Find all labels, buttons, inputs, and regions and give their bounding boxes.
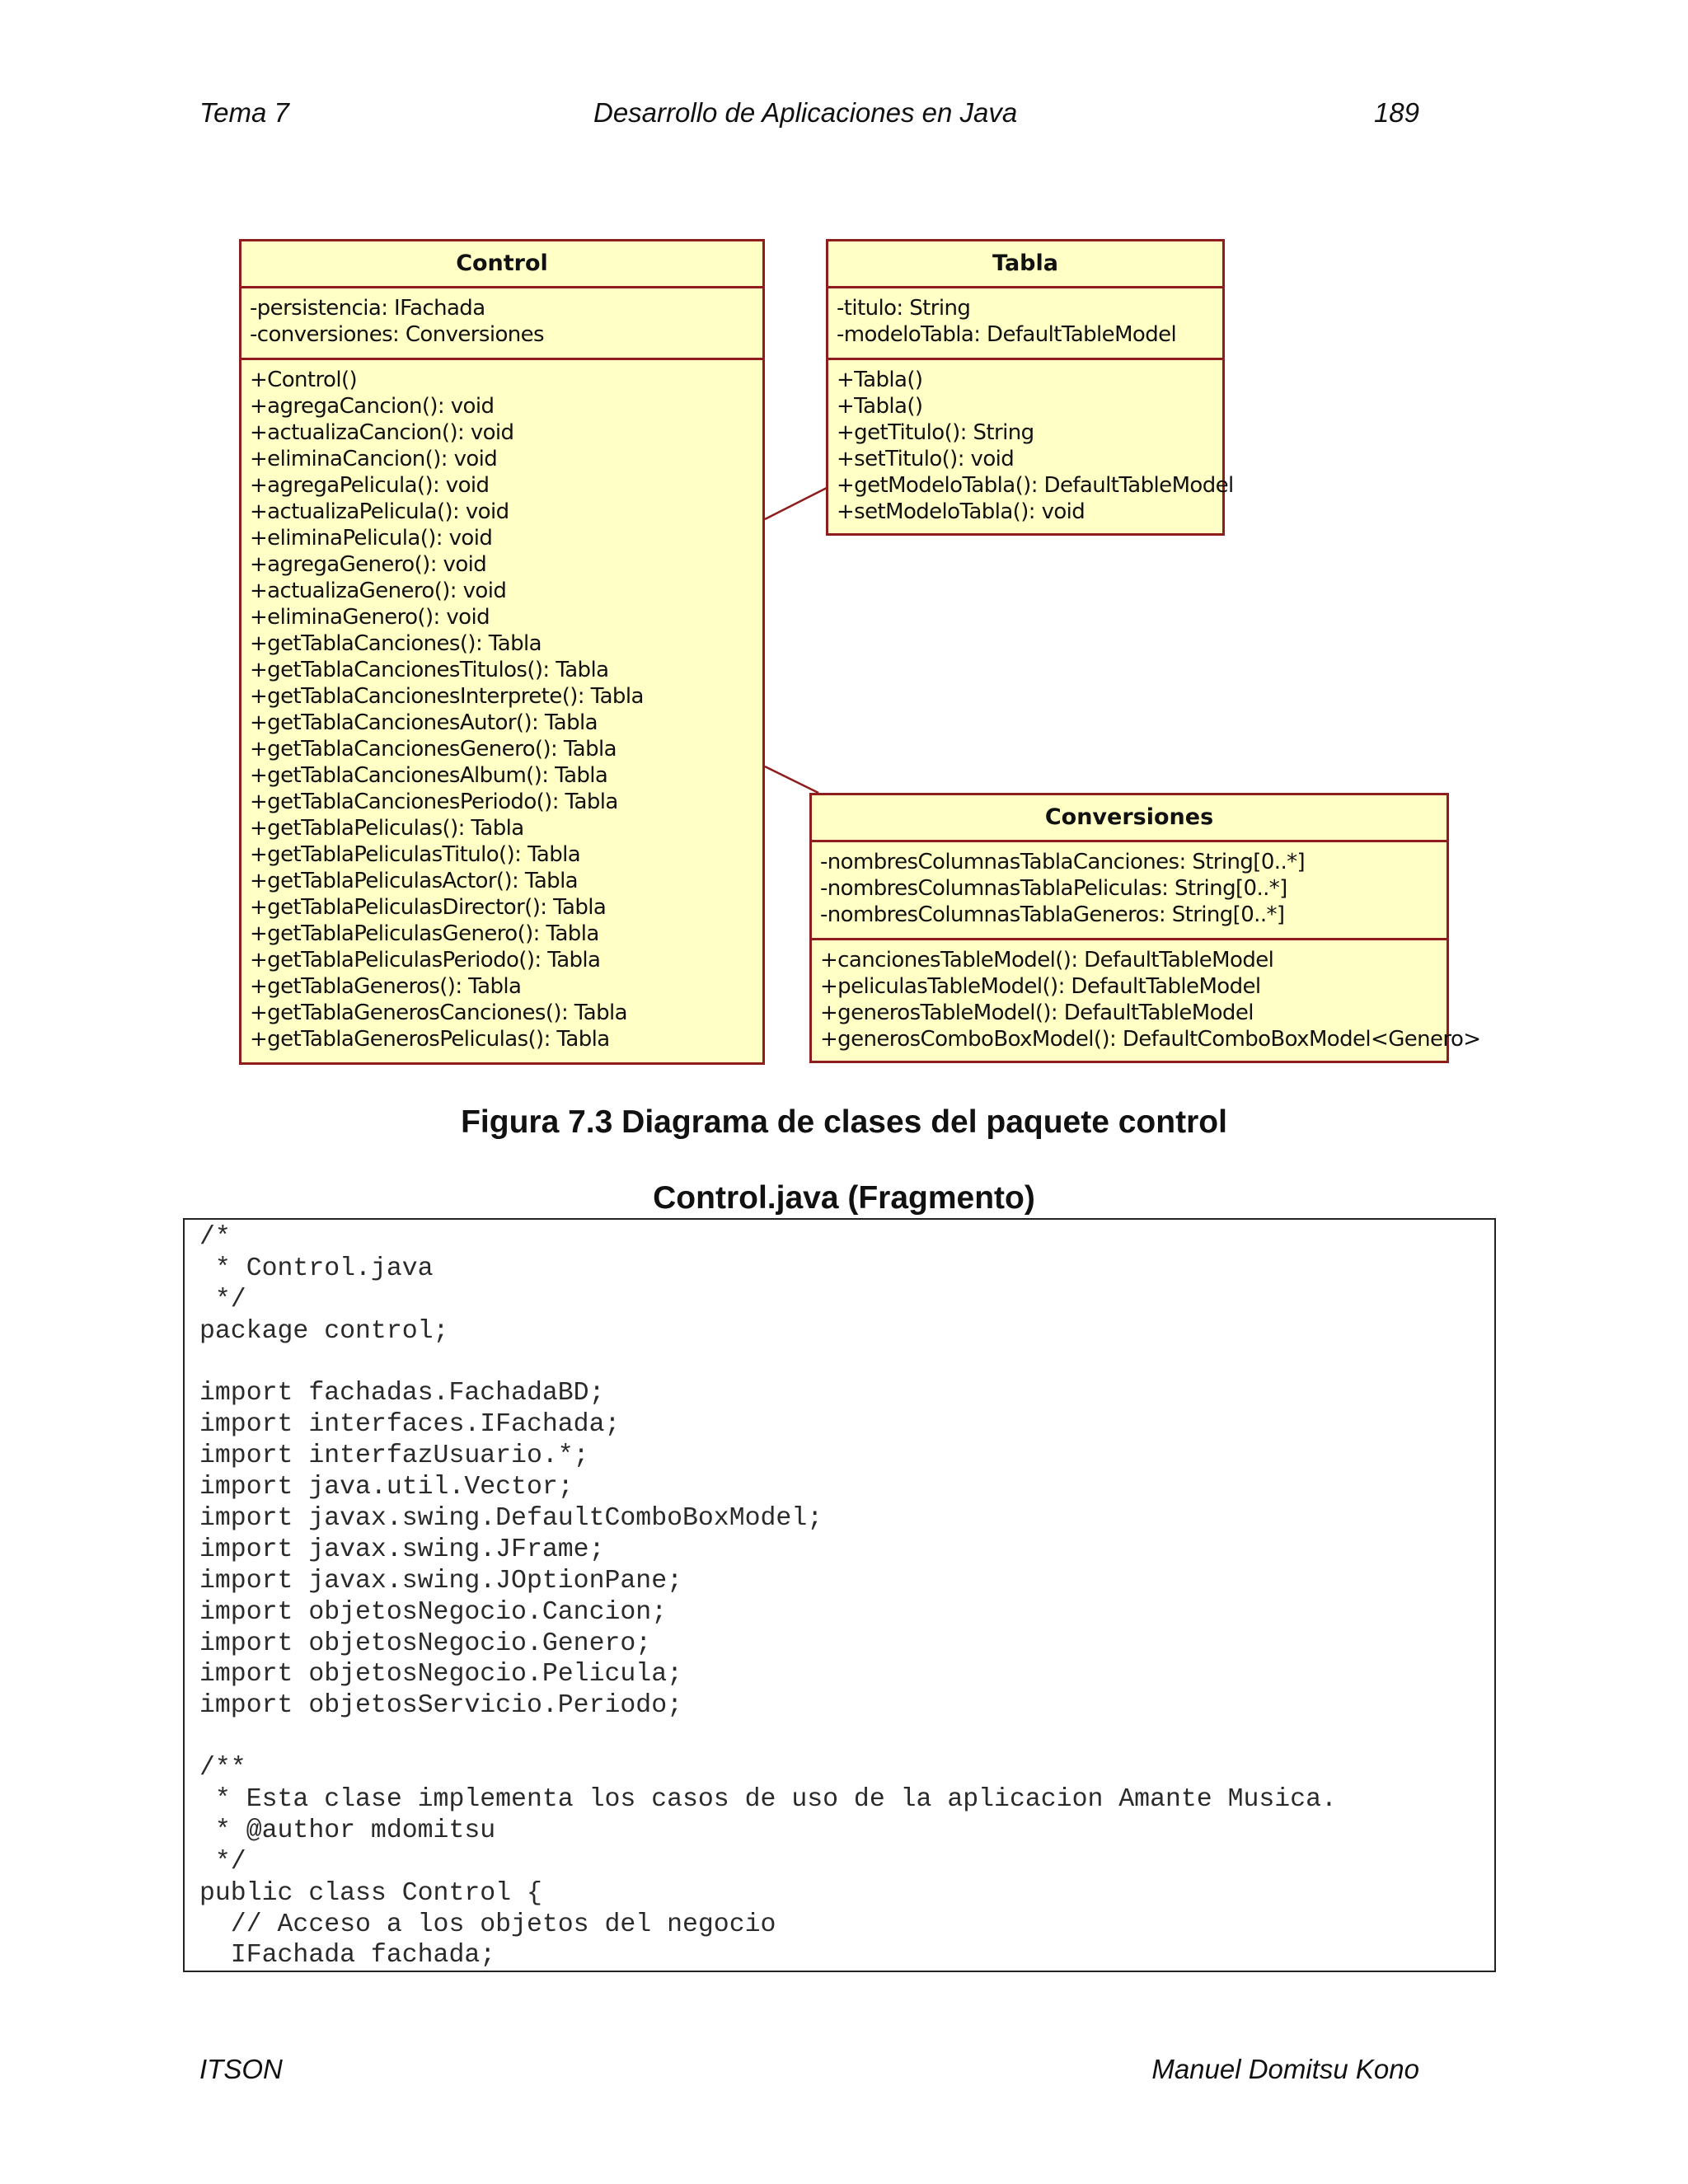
uml-method: +Control(): [250, 368, 358, 392]
uml-methods: [828, 358, 1234, 532]
uml-method: +generosTableModel(): DefaultTableModel: [820, 1001, 1254, 1025]
code-line: import interfazUsuario.*;: [199, 1441, 589, 1471]
uml-method: +getTablaPeliculasGenero(): Tabla: [250, 921, 599, 946]
uml-method: +setModeloTabla(): void: [837, 499, 1085, 524]
code-line: IFachada fachada;: [199, 1941, 496, 1971]
code-line: import objetosNegocio.Genero;: [199, 1629, 652, 1658]
code-line: import objetosNegocio.Cancion;: [199, 1597, 668, 1627]
uml-method: +eliminaCancion(): void: [250, 447, 498, 471]
code-line: import objetosNegocio.Pelicula;: [199, 1660, 682, 1690]
uml-attribute: -conversiones: Conversiones: [250, 322, 544, 347]
uml-class-name: Tabla: [828, 241, 1222, 288]
uml-class-conversiones: [809, 793, 1481, 1063]
uml-attribute: -titulo: String: [837, 296, 971, 321]
code-line: /**: [199, 1754, 246, 1783]
code-line: [199, 1347, 1494, 1379]
association-control-tabla: [765, 488, 827, 519]
uml-methods: [812, 938, 1481, 1059]
uml-method: +Tabla(): [837, 394, 923, 419]
uml-method: +getTablaCancionesGenero(): Tabla: [250, 737, 617, 762]
uml-attributes: [828, 288, 1222, 358]
code-line: import javax.swing.DefaultComboBoxModel;: [199, 1504, 823, 1534]
uml-method: +actualizaCancion(): void: [250, 420, 514, 445]
uml-method: +getTablaGeneros(): Tabla: [250, 974, 522, 999]
uml-method: +getTablaCancionesAlbum(): Tabla: [250, 763, 608, 788]
header-chapter: Tema 7: [199, 97, 289, 128]
uml-class-tabla: [826, 239, 1234, 536]
uml-attribute: -nombresColumnasTablaGeneros: String[0..*]: [820, 902, 1285, 927]
code-line: import java.util.Vector;: [199, 1473, 574, 1502]
header-book-title: Desarrollo de Aplicaciones en Java: [593, 97, 1018, 128]
uml-attribute: -nombresColumnasTablaCanciones: String[0..*]: [820, 850, 1306, 874]
uml-method: +getTablaGenerosCanciones(): Tabla: [250, 1001, 627, 1025]
uml-method: +getTablaPeliculas(): Tabla: [250, 816, 524, 841]
uml-attribute: -persistencia: IFachada: [250, 296, 485, 321]
code-line: */: [199, 1285, 246, 1315]
uml-method: +generosComboBoxModel(): DefaultComboBoxModel<Genero>: [820, 1027, 1481, 1052]
code-line: import fachadas.FachadaBD;: [199, 1379, 605, 1408]
uml-method: +getTablaCancionesTitulos(): Tabla: [250, 658, 609, 682]
code-line: public class Control {: [199, 1878, 542, 1908]
uml-method: +getTablaCancionesPeriodo(): Tabla: [250, 790, 618, 814]
uml-attributes: [812, 842, 1447, 938]
uml-method: +eliminaPelicula(): void: [250, 526, 493, 551]
uml-attributes: [241, 288, 762, 358]
uml-class-control: [239, 239, 765, 1065]
uml-method: +getTablaCanciones(): Tabla: [250, 631, 542, 656]
uml-method: +setTitulo(): void: [837, 447, 1015, 471]
uml-method: +getTablaCancionesAutor(): Tabla: [250, 710, 598, 735]
figure-caption: Figura 7.3 Diagrama de clases del paquete control: [461, 1104, 1227, 1140]
association-control-conversiones: [765, 766, 818, 793]
uml-class-name: Conversiones: [812, 795, 1447, 842]
uml-method: +getTablaPeliculasActor(): Tabla: [250, 869, 579, 893]
uml-method: +getTablaGenerosPeliculas(): Tabla: [250, 1027, 610, 1052]
code-line: * @author mdomitsu: [199, 1816, 496, 1845]
footer-institution: ITSON: [199, 2054, 283, 2084]
code-line: // Acceso a los objetos del negocio: [199, 1910, 776, 1939]
code-line: /*: [199, 1223, 231, 1252]
footer-author: Manuel Domitsu Kono: [1151, 2054, 1419, 2084]
uml-class-name: Control: [241, 241, 762, 288]
code-line: import objetosServicio.Periodo;: [199, 1691, 682, 1721]
uml-method: +getTablaPeliculasPeriodo(): Tabla: [250, 948, 601, 972]
code-line: import interfaces.IFachada;: [199, 1410, 621, 1440]
uml-attribute: -nombresColumnasTablaPeliculas: String[0..*]: [820, 876, 1287, 901]
code-line: [199, 1722, 1494, 1753]
uml-method: +eliminaGenero(): void: [250, 605, 490, 630]
uml-method: +peliculasTableModel(): DefaultTableModel: [820, 974, 1261, 999]
uml-method: +cancionesTableModel(): DefaultTableModel: [820, 948, 1274, 972]
uml-method: +agregaGenero(): void: [250, 552, 487, 577]
code-line: package control;: [199, 1316, 449, 1346]
header-page-number: 189: [1373, 97, 1419, 128]
code-line: import javax.swing.JFrame;: [199, 1535, 605, 1564]
uml-method: +actualizaGenero(): void: [250, 579, 507, 603]
code-line: import javax.swing.JOptionPane;: [199, 1566, 682, 1596]
code-line: */: [199, 1847, 246, 1877]
uml-method: +getModeloTabla(): DefaultTableModel: [837, 473, 1234, 498]
code-line: * Control.java: [199, 1254, 434, 1283]
code-listing-title: Control.java (Fragmento): [653, 1180, 1035, 1216]
uml-method: +getTitulo(): String: [837, 420, 1034, 445]
uml-method: +agregaPelicula(): void: [250, 473, 490, 498]
uml-attribute: -modeloTabla: DefaultTableModel: [837, 322, 1177, 347]
uml-methods: [241, 358, 762, 1059]
uml-method: +getTablaPeliculasTitulo(): Tabla: [250, 842, 581, 867]
uml-method: +actualizaPelicula(): void: [250, 499, 509, 524]
uml-method: +Tabla(): [837, 368, 923, 392]
uml-method: +getTablaPeliculasDirector(): Tabla: [250, 895, 607, 920]
code-line: * Esta clase implementa los casos de uso de la aplicacion Amante Musica.: [199, 1785, 1337, 1815]
uml-method: +getTablaCancionesInterprete(): Tabla: [250, 684, 644, 709]
code-listing: [183, 1218, 1496, 1972]
uml-method: +agregaCancion(): void: [250, 394, 495, 419]
